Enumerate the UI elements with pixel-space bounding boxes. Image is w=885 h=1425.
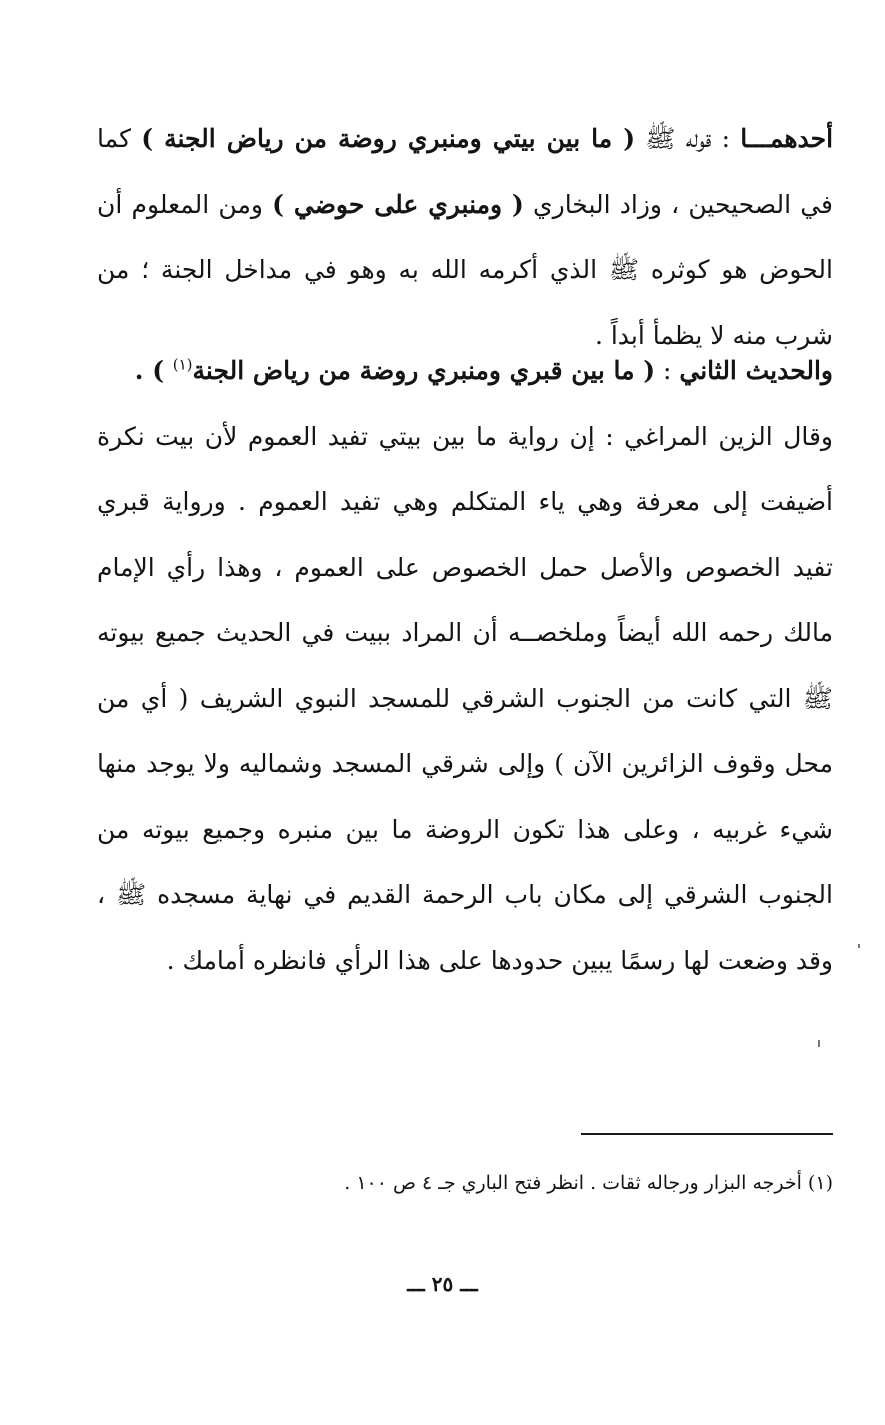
second-hadith-quote-close: ) . <box>134 356 173 385</box>
bukhari-addition-quote: ( ومنبري على حوضي ) <box>272 189 524 219</box>
page-number: ـــ ٢٥ ـــ <box>407 1272 478 1296</box>
footnote: (١) أخرجه البزار ورجاله ثقات . انظر فتح الباري جـ ٤ ص ١٠٠ . <box>344 1172 833 1194</box>
footnote-marker: (١) <box>172 355 193 374</box>
second-hadith-quote: ( ما بين قبري ومنبري روضة من رياض الجنة <box>192 356 656 385</box>
paragraph-first-hadith <box>97 106 833 368</box>
scan-speck <box>858 944 860 948</box>
first-hadith-quote: ( ما بين بيتي ومنبري روضة من رياض الجنة ) <box>141 124 636 153</box>
first-hadith-commentary: ومن المعلوم أن الحوض هو كوثره ﷺ الذي أكرمه الله به وهو في مداخل الجنة ؛ من شرب منه لا يظمأ أبداً . <box>97 189 833 350</box>
second-hadith-lead: والحديث الثاني <box>679 356 833 385</box>
second-hadith-colon: : <box>655 356 680 385</box>
scan-speck <box>818 1040 820 1047</box>
first-hadith-lead: أحدهمـــا <box>740 124 834 153</box>
footnote-divider <box>581 1133 833 1135</box>
first-hadith-source: كما في الصحيحين ، وزاد البخاري <box>97 124 833 219</box>
first-hadith-intro: : قوله ﷺ <box>635 124 741 153</box>
paragraph-second-hadith <box>97 338 833 993</box>
zain-maraghi-commentary: وقال الزين المراغي : إن رواية ما بين بيتي تفيد العموم لأن بيت نكرة أضيفت إلى معرفة وهي ياء المتكلم وهي تفيد العموم . ورواية قبري تفيد الخصوص والأصل حمل الخصوص على العموم ، وهذا رأي الإمام مالك رحمه الله أيضاً وملخصــه أن المراد ببيت في الحديث جميع بيوته ﷺ التي كانت من الجنوب الشرقي للمسجد النبوي الشريف ( أي من محل وقوف الزائرين الآن ) وإلى شرقي المسجد وشماليه ولا يوجد منها شيء غربيه ، وعلى هذا تكون الروضة ما بين منبره وجميع بيوته من الجنوب الشرقي إلى مكان باب الرحمة القديم في نهاية مسجده ﷺ ، وقد وضعت لها رسمًا يبين حدودها على هذا الرأي فانظره أمامك . <box>97 421 833 975</box>
